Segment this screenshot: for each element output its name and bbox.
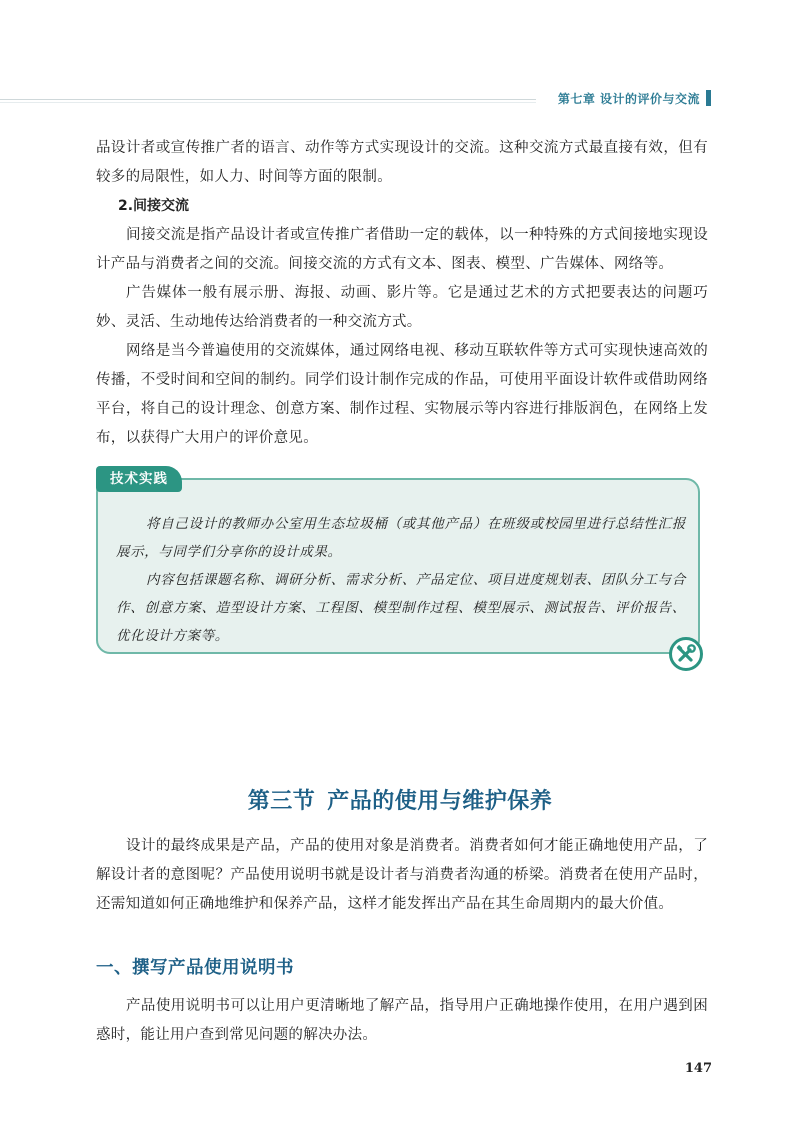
- section-intro: [96, 832, 708, 919]
- subsection-paragraph: 产品使用说明书可以让用户更清晰地了解产品，指导用户正确地操作使用，在用户遇到困惑时，能让用户查到常见问题的解决办法。: [96, 998, 708, 1043]
- practice-tab-label: 技术实践: [96, 466, 182, 492]
- body-text-top: [96, 134, 708, 453]
- paragraph-indirect: 间接交流是指产品设计者或宣传推广者借助一定的载体，以一种特殊的方式间接地实现设计产品与消费者之间的交流。间接交流的方式有文本、图表、模型、广告媒体、网络等。: [96, 227, 708, 272]
- header-rule: [0, 99, 536, 100]
- paragraph-ads: 广告媒体一般有展示册、海报、动画、影片等。它是通过艺术的方式把要表达的问题巧妙、灵活、生动地传达给消费者的一种交流方式。: [96, 285, 708, 330]
- subsection-body: [96, 992, 708, 1050]
- page-number: 147: [684, 1061, 712, 1076]
- section-title: [0, 784, 800, 815]
- paragraph-network: 网络是当今普遍使用的交流媒体，通过网络电视、移动互联软件等方式可实现快速高效的传播，不受时间和空间的制约。同学们设计制作完成的作品，可使用平面设计软件或借助网络平台，将自己的设计理念、创意方案、制作过程、实物展示等内容进行排版润色，在网络上发布，以获得广大用户的评价意见。: [96, 343, 708, 446]
- running-header: [0, 88, 800, 112]
- subheading-indirect: 2.间接交流: [118, 198, 190, 214]
- subsection-title: 一、撰写产品使用说明书: [96, 958, 294, 978]
- header-bar-marker: [706, 90, 711, 106]
- paragraph-continued: 品设计者或宣传推广者的语言、动作等方式实现设计的交流。这种交流方式最直接有效，但有较多的局限性，如人力、时间等方面的限制。: [96, 140, 708, 185]
- section-intro-paragraph: 设计的最终成果是产品，产品的使用对象是消费者。消费者如何才能正确地使用产品，了解设计者的意图呢？产品使用说明书就是设计者与消费者沟通的桥梁。消费者在使用产品时，还需知道如何正确地维护和保养产品，这样才能发挥出产品在其生命周期内的最大价值。: [96, 838, 708, 912]
- practice-paragraph-2: 内容包括课题名称、调研分析、需求分析、产品定位、项目进度规划表、团队分工与合作、创意方案、造型设计方案、工程图、模型制作过程、模型展示、测试报告、评价报告、优化设计方案等。: [116, 572, 686, 644]
- chapter-title: 第七章 设计的评价与交流: [557, 92, 700, 106]
- section-number: 第三节: [247, 789, 316, 814]
- practice-paragraph-1: 将自己设计的教师办公室用生态垃圾桶（或其他产品）在班级或校园里进行总结性汇报展示，与同学们分享你的设计成果。: [116, 516, 686, 560]
- section-title-text: 产品的使用与维护保养: [327, 789, 553, 814]
- tools-icon: [669, 637, 703, 671]
- practice-text: [116, 510, 686, 650]
